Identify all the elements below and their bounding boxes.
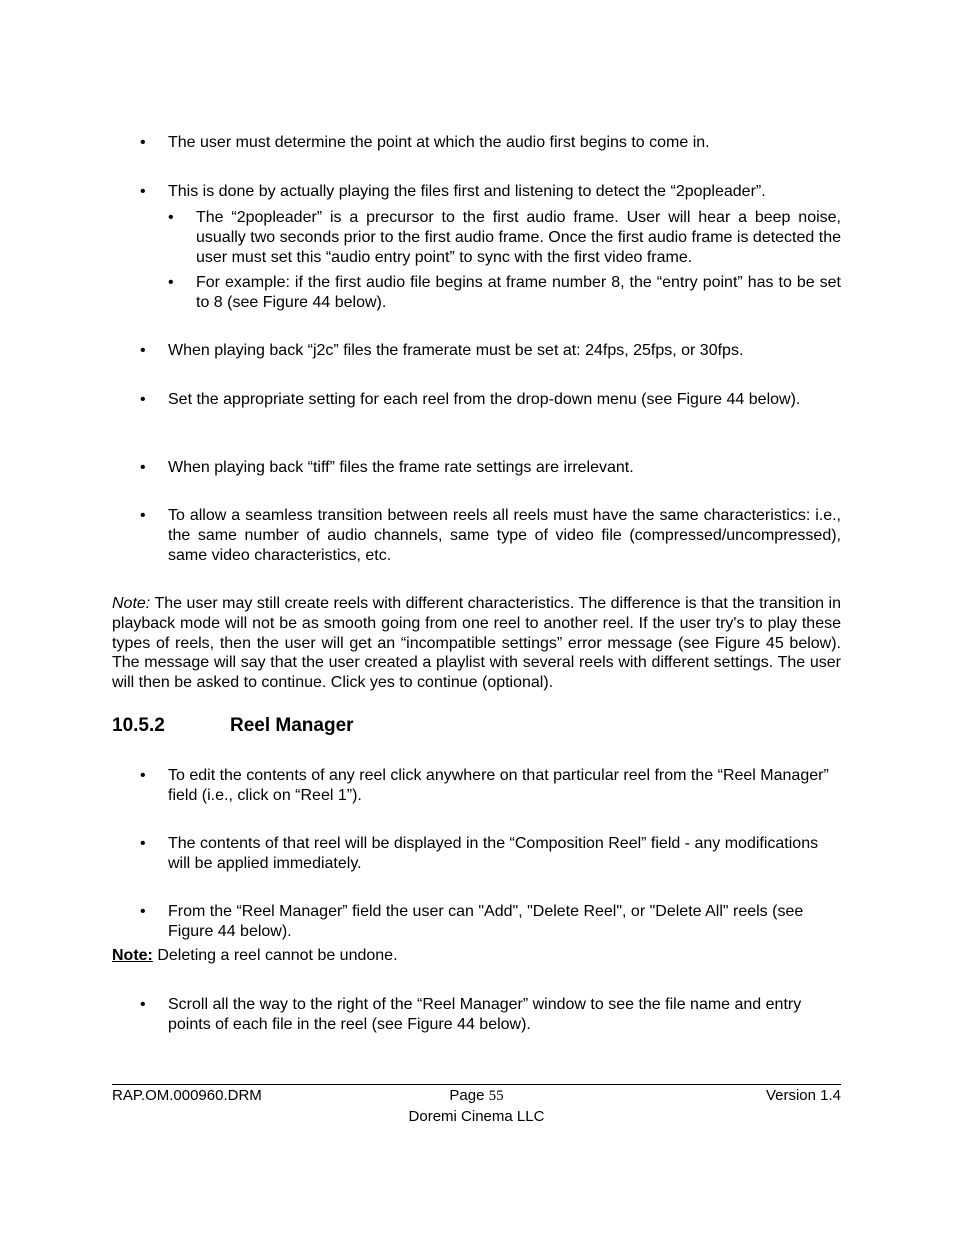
section-number: 10.5.2 (112, 715, 165, 736)
page-label: Page (449, 1087, 485, 1104)
footer-divider (112, 1084, 841, 1085)
bullet-icon: • (168, 274, 174, 291)
list-item-text: Scroll all the way to the right of the “Reel Manager” window to see the file name and entry points of each file in the reel (see Figure 44 below). (168, 996, 802, 1033)
list-item-text: For example: if the first audio file begins at frame number 8, the “entry point” has to be set to 8 (see Figure 44 below). (196, 274, 841, 311)
list-item-text: When playing back “j2c” files the framerate must be set at: 24fps, 25fps, or 30fps. (168, 342, 744, 359)
note-label: Note: (112, 595, 151, 612)
list-item-text: The “2popleader” is a precursor to the first audio frame. User will hear a beep noise, usually two seconds prior to the first audio frame. Once the first audio frame is detected the user must set this “audio entry point” to sync with the first video frame. (196, 209, 841, 266)
section-title: Reel Manager (230, 715, 354, 736)
list-item-text: To edit the contents of any reel click anywhere on that particular reel from the “Reel Manager” field (i.e., click on “Reel 1”). (168, 767, 829, 804)
list-item-text: The user must determine the point at which the audio first begins to come in. (168, 134, 710, 151)
note-paragraph (112, 594, 841, 693)
list-item-text: To allow a seamless transition between reels all reels must have the same characteristics: i.e., the same number of audio channels, same type of video file (compressed/uncompressed), same video characteristics, etc. (168, 507, 841, 564)
version-label: Version 1.4 (765, 1087, 841, 1104)
bullet-icon: • (168, 209, 174, 226)
footer-center (112, 1086, 841, 1126)
page-footer (112, 1086, 841, 1130)
company-name: Doremi Cinema LLC (408, 1107, 545, 1125)
bullet-icon: • (140, 342, 146, 359)
bullet-icon: • (140, 903, 146, 920)
note-text: Deleting a reel cannot be undone. (152, 947, 398, 964)
bullet-icon: • (140, 459, 146, 476)
bullet-icon: • (140, 996, 146, 1013)
bullet-icon: • (140, 183, 146, 200)
list-item-text: The contents of that reel will be displayed in the “Composition Reel” field - any modifications will be applied immediately. (168, 835, 819, 872)
note-paragraph (112, 946, 398, 966)
bullet-icon: • (140, 391, 146, 408)
note-text: The user may still create reels with different characteristics. The difference is that the transition in playback mode will not be as smooth going from one reel to another reel. If the user try's to play these types of reels, then the user will get an “incompatible settings” error message (see Figure 45 below). The message will say that the user created a playlist with several reels with different settings. The user will then be asked to continue. Click yes to continue (optional). (112, 595, 841, 692)
list-item-text: This is done by actually playing the files first and listening to detect the “2popleader”. (168, 183, 766, 200)
document-id: RAP.OM.000960.DRM (112, 1087, 262, 1104)
note-label: Note: (112, 947, 153, 964)
list-item-text: From the “Reel Manager” field the user can "Add", "Delete Reel", or "Delete All" reels (see Figure 44 below). (168, 903, 804, 940)
bullet-icon: • (140, 835, 146, 852)
bullet-icon: • (140, 134, 146, 151)
page-number: 55 (488, 1088, 504, 1104)
list-item-text: When playing back “tiff” files the frame rate settings are irrelevant. (168, 459, 634, 476)
bullet-icon: • (140, 507, 146, 524)
bullet-icon: • (140, 767, 146, 784)
list-item-text: Set the appropriate setting for each reel from the drop-down menu (see Figure 44 below). (168, 391, 801, 408)
